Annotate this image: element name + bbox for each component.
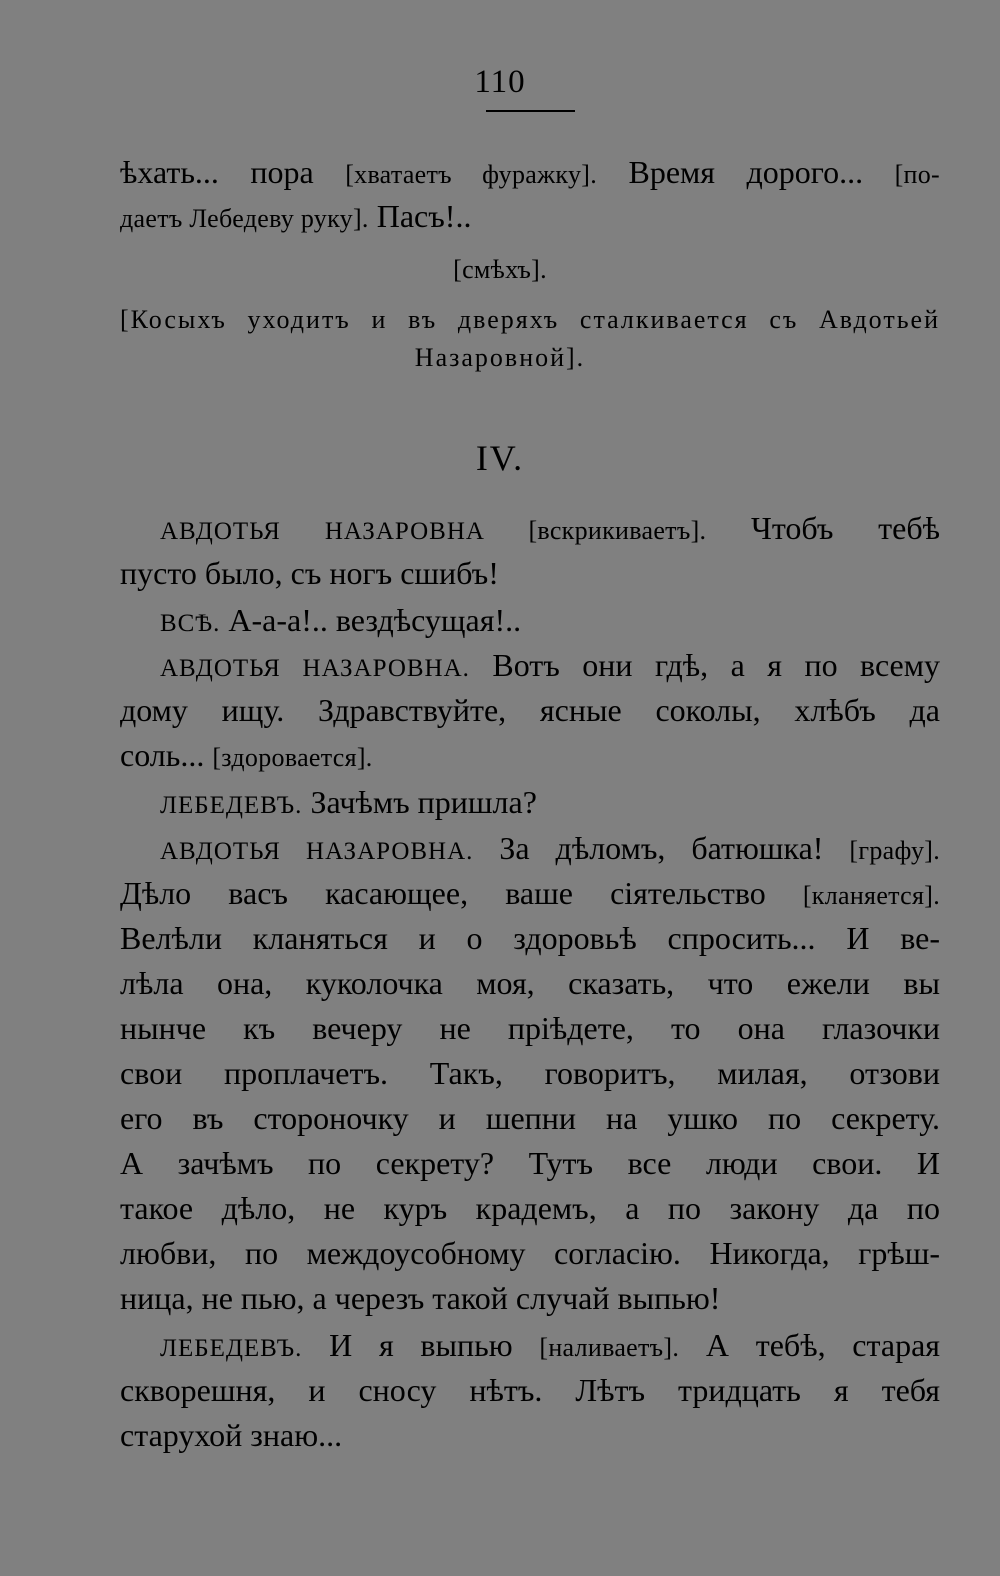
page-number: 110 — [474, 64, 526, 100]
speech-text: Вотъ они гдѣ, а я по всему — [469, 647, 940, 683]
speech-line — [160, 1325, 940, 1369]
speaker-name: АВДОТЬЯ НАЗАРОВНА — [160, 518, 485, 545]
speech-text: За дѣломъ, батюшка! — [473, 830, 850, 866]
speech-line: пусто было, съ ногъ сшибъ! — [120, 555, 499, 591]
stage-direction: [здоровается]. — [212, 743, 373, 772]
speech-line: дому ищу. Здравствуйте, ясные соколы, хлѣбъ да — [120, 692, 940, 728]
speech-text: Зачѣмъ пришла? — [302, 784, 537, 820]
speech-line: скворешня, и сносу нѣтъ. Лѣтъ тридцать я тебя — [120, 1372, 940, 1408]
stage-direction: [графу]. — [849, 836, 941, 865]
stage-direction-exit-cont: Назаровной]. — [414, 343, 586, 372]
speech-line: его въ стороночку и шепни на ушко по секрету. — [120, 1100, 940, 1136]
text-run: Время дорого... — [597, 154, 895, 190]
stage-direction: [по- — [894, 160, 940, 189]
speech-line: нынче къ вечеру не пріѣдете, то она глазочки — [120, 1010, 940, 1046]
stage-direction: [вскрикиваетъ]. — [484, 516, 707, 545]
text-run: Пасъ!.. — [368, 198, 472, 234]
speech-line: свои проплачетъ. Такъ, говоритъ, милая, отзови — [120, 1055, 940, 1091]
text-line — [120, 152, 940, 195]
speech-line — [160, 508, 940, 552]
speech-line: ница, не пью, а черезъ такой случай выпью! — [120, 1280, 721, 1316]
speaker-name: ЛЕБЕДЕВЪ. — [160, 792, 303, 819]
speech-line: старухой знаю... — [120, 1417, 343, 1453]
speech-line: Велѣли кланяться и о здоровьѣ спросить... И ве- — [120, 920, 940, 956]
speech-text: А тебѣ, старая — [679, 1327, 940, 1363]
speech-text: А-а-а!.. вездѣсущая!.. — [220, 602, 522, 638]
speaker-name: АВДОТЬЯ НАЗАРОВНА. — [160, 655, 470, 682]
speech-text: Дѣло васъ касающее, ваше сіятельство — [120, 875, 803, 911]
speech-line — [160, 645, 940, 689]
stage-direction-laugh: [смѣхъ]. — [453, 255, 547, 284]
speech-line — [160, 782, 537, 826]
speaker-name: ВСѢ. — [160, 610, 221, 637]
speaker-name: АВДОТЬЯ НАЗАРОВНА. — [160, 838, 474, 865]
section-heading: IV. — [475, 438, 525, 478]
page-number-rule — [486, 110, 575, 112]
text-run: ѣхать... пора — [120, 154, 346, 190]
speech-text: Чтобъ тебѣ — [706, 510, 940, 546]
speech-line: А зачѣмъ по секрету? Тутъ все люди свои. И — [120, 1145, 940, 1181]
stage-direction: [хватаетъ фуражку]. — [345, 160, 598, 189]
stage-direction: [кланяется]. — [802, 881, 940, 910]
speech-line — [160, 828, 940, 872]
speech-line — [120, 735, 373, 778]
stage-direction: даетъ Лебедеву руку]. — [120, 204, 369, 233]
speech-line: любви, по междоусобному согласію. Никогда, грѣш- — [120, 1235, 940, 1271]
speech-text: соль... — [120, 737, 213, 773]
text-line — [120, 196, 471, 239]
speech-line: лѣла она, куколочка моя, сказать, что ежели вы — [120, 965, 940, 1001]
speech-text: И я выпью — [302, 1327, 540, 1363]
speech-line — [120, 873, 940, 916]
speech-line — [160, 600, 521, 644]
stage-direction: [наливаетъ]. — [539, 1333, 680, 1362]
speech-line: такое дѣло, не куръ крадемъ, а по закону да по — [120, 1190, 940, 1226]
stage-direction-exit: [Косыхъ уходитъ и въ дверяхъ сталкивается съ Авдотьей — [120, 305, 940, 334]
speaker-name: ЛЕБЕДЕВЪ. — [160, 1335, 303, 1362]
